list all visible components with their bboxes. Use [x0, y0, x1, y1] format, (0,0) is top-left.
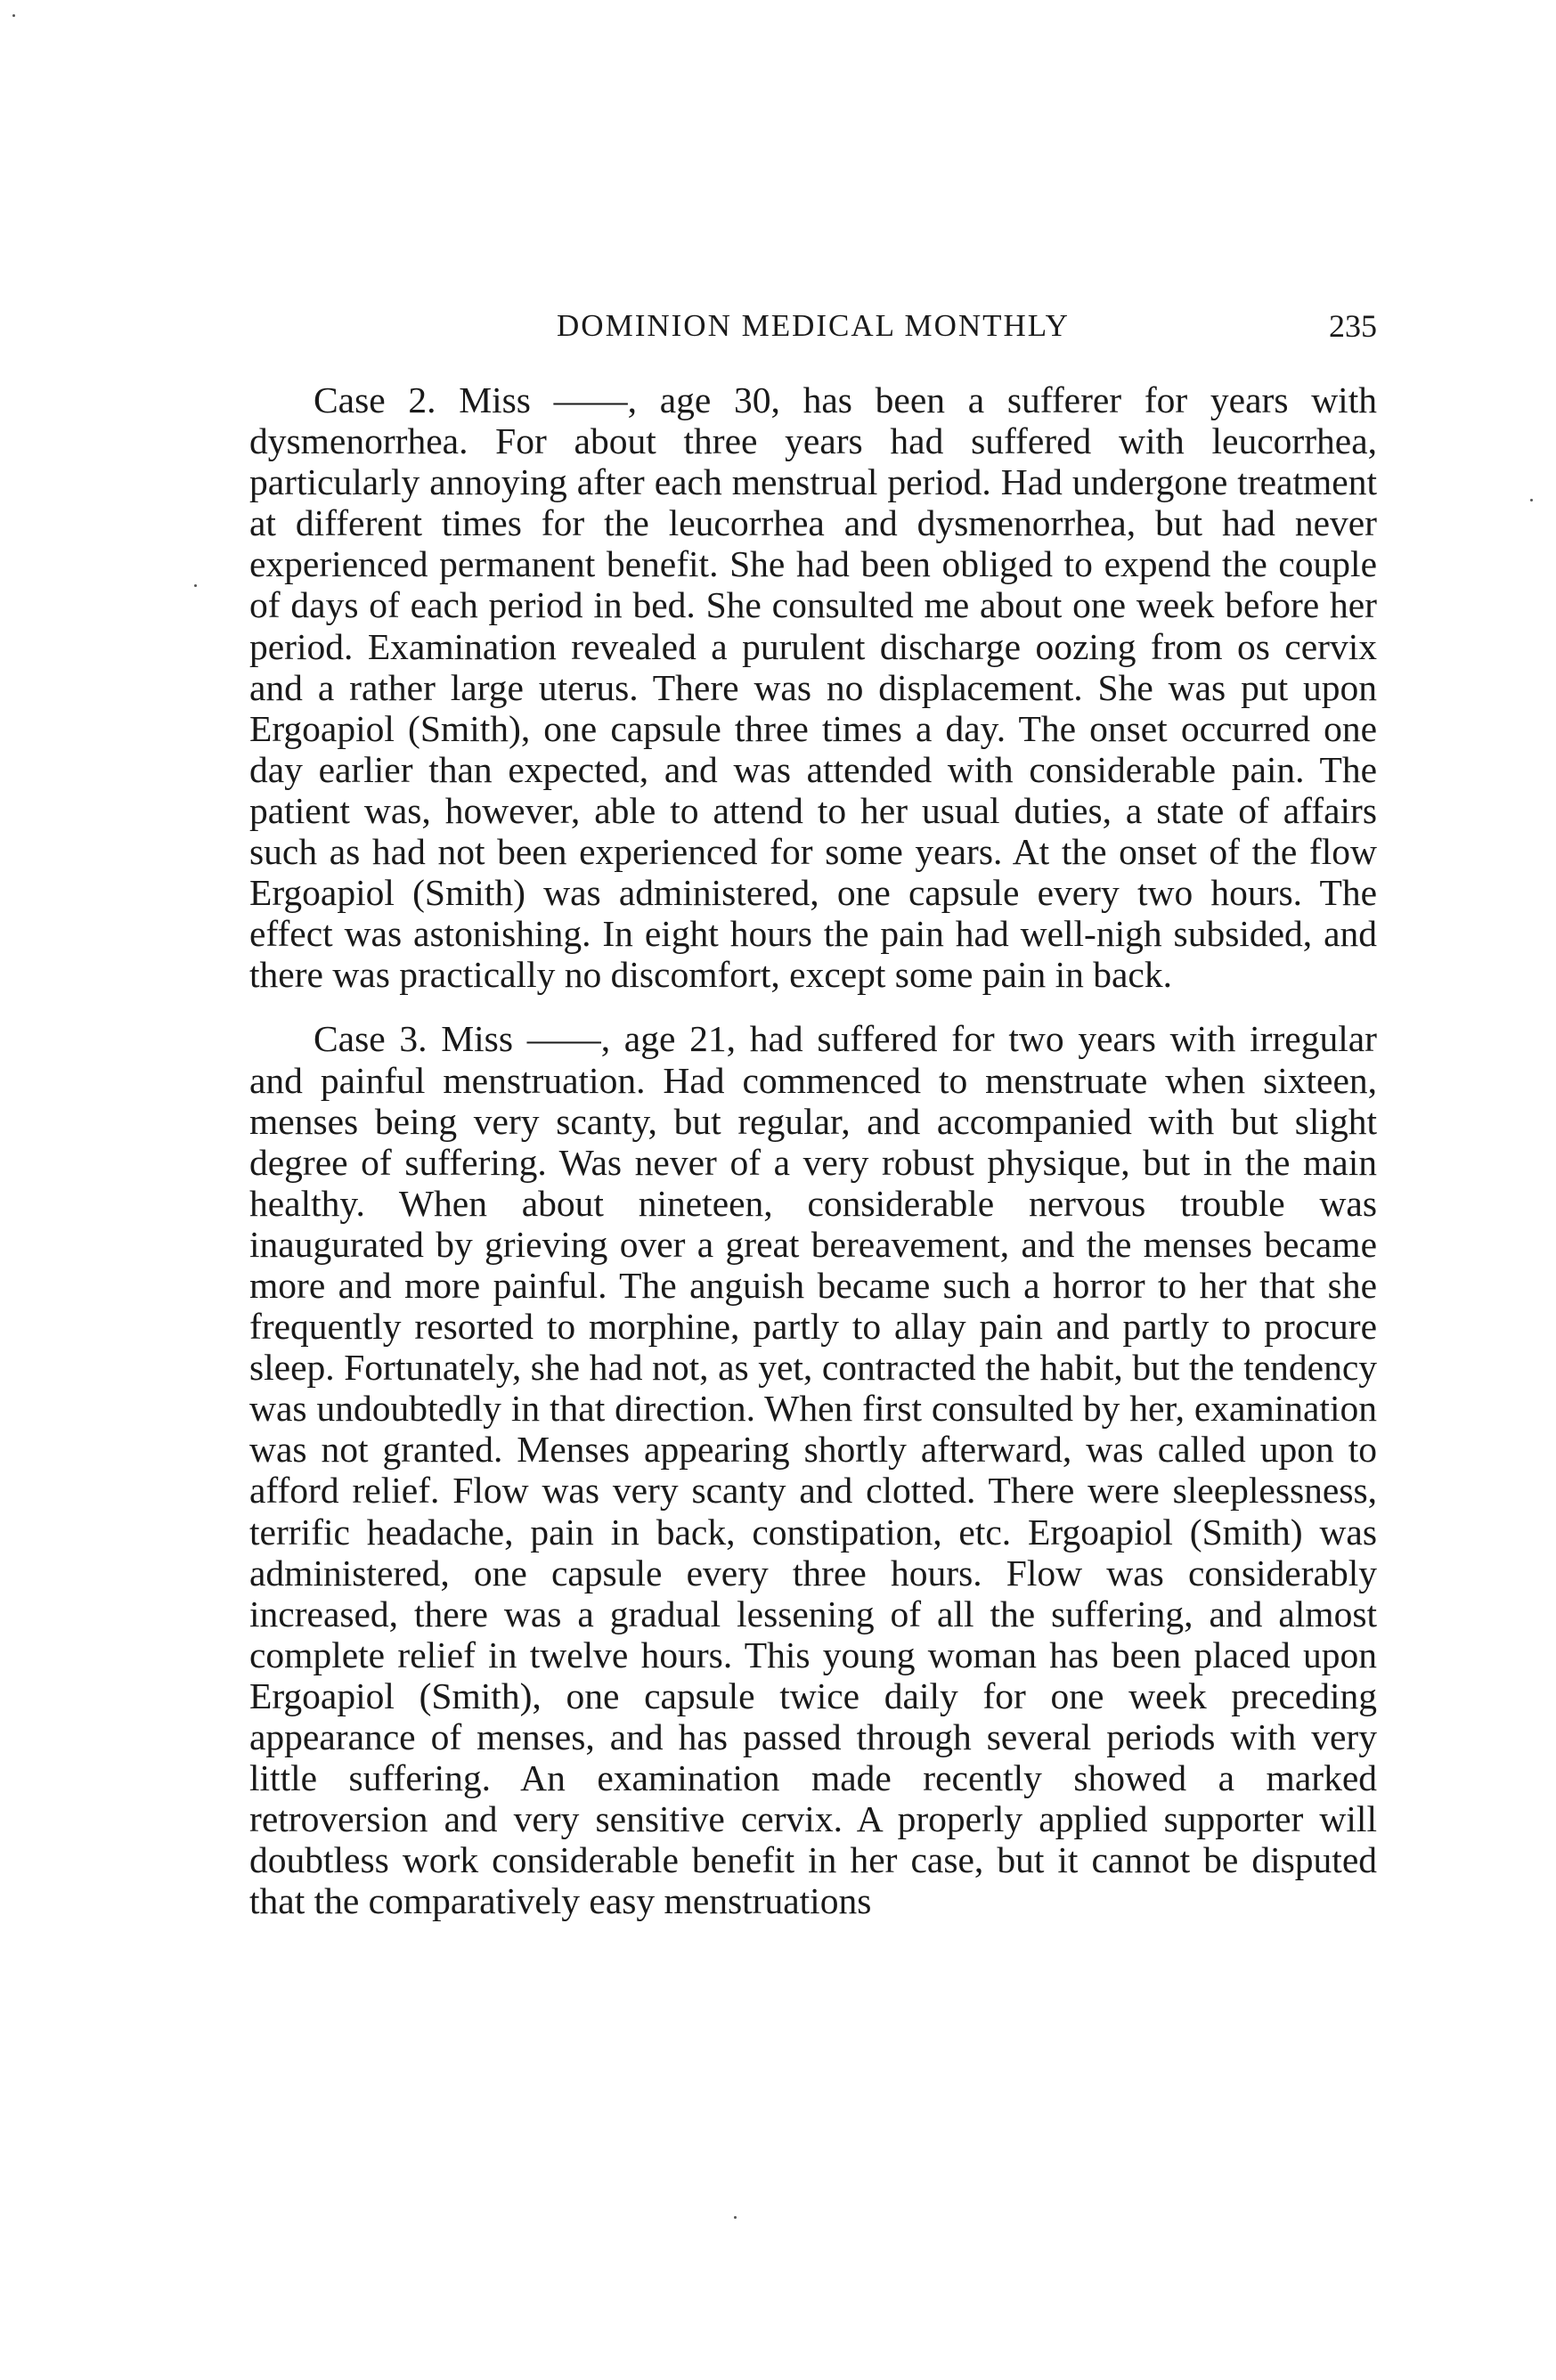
case-3-paragraph: Case 3. Miss ——, age 21, had suffered for two years with irregular and painful menstruation. Had commenced to menstruate when sixteen, menses being very scanty, but regular, and accompanied with but slight degree of suffering. Was never of a very robust physique, but in the main healthy. When about nineteen, considerable nervous trouble was inaugurated by grieving over a great bereavement, and the menses became more and more painful. The anguish became such a horror to her that she frequently resorted to morphine, partly to allay pain and partly to procure sleep. Fortunately, she had not, as yet, contracted the habit, but the tendency was undoubtedly in that direction. When first consulted by her, examination was not granted. Menses appearing shortly afterward, was called upon to afford relief. Flow was very scanty and clotted. There were sleeplessness, terrific headache, pain in back, constipation, etc. Ergoapiol (Smith) was administered, one capsule every three hours. Flow was considerably increased, there was a gradual lessening of all the suffering, and almost complete relief in twelve hours. This young woman has been placed upon Ergoapiol (Smith), one capsule twice daily for one week preceding appearance of menses, and has passed through several periods with very little suffering. An examination made recently showed a marked retroversion and very sensitive cervix. A properly applied supporter will doubtless work considerable benefit in her case, but it cannot be disputed that the comparatively easy menstruations — [249, 1018, 1377, 1922]
journal-title: DOMINION MEDICAL MONTHLY — [557, 308, 1070, 343]
page-number: 235 — [1329, 308, 1377, 344]
scan-speck — [12, 14, 15, 17]
case-2-paragraph: Case 2. Miss ——, age 30, has been a sufferer for years with dysmenorrhea. For about three years had suffered with leucorrhea, particularly annoying after each menstrual period. Had undergone treatment at different times for the leucorrhea and dysmenorrhea, but had never experienced permanent benefit. She had been obliged to expend the couple of days of each period in bed. She consulted me about one week before her period. Examination revealed a purulent discharge oozing from os cervix and a rather large uterus. There was no displacement. She was put upon Ergoapiol (Smith), one capsule three times a day. The onset occurred one day earlier than expected, and was attended with considerable pain. The patient was, however, able to attend to her usual duties, a state of affairs such as had not been experienced for some years. At the onset of the flow Ergoapiol (Smith) was administered, one capsule every two hours. The effect was astonishing. In eight hours the pain had well-nigh subsided, and there was practically no discomfort, except some pain in back. — [249, 379, 1377, 996]
running-header — [249, 301, 1377, 351]
article-body — [249, 379, 1377, 1921]
scan-speck — [194, 584, 197, 587]
scan-speck — [1530, 499, 1533, 501]
scan-speck — [734, 2216, 737, 2219]
